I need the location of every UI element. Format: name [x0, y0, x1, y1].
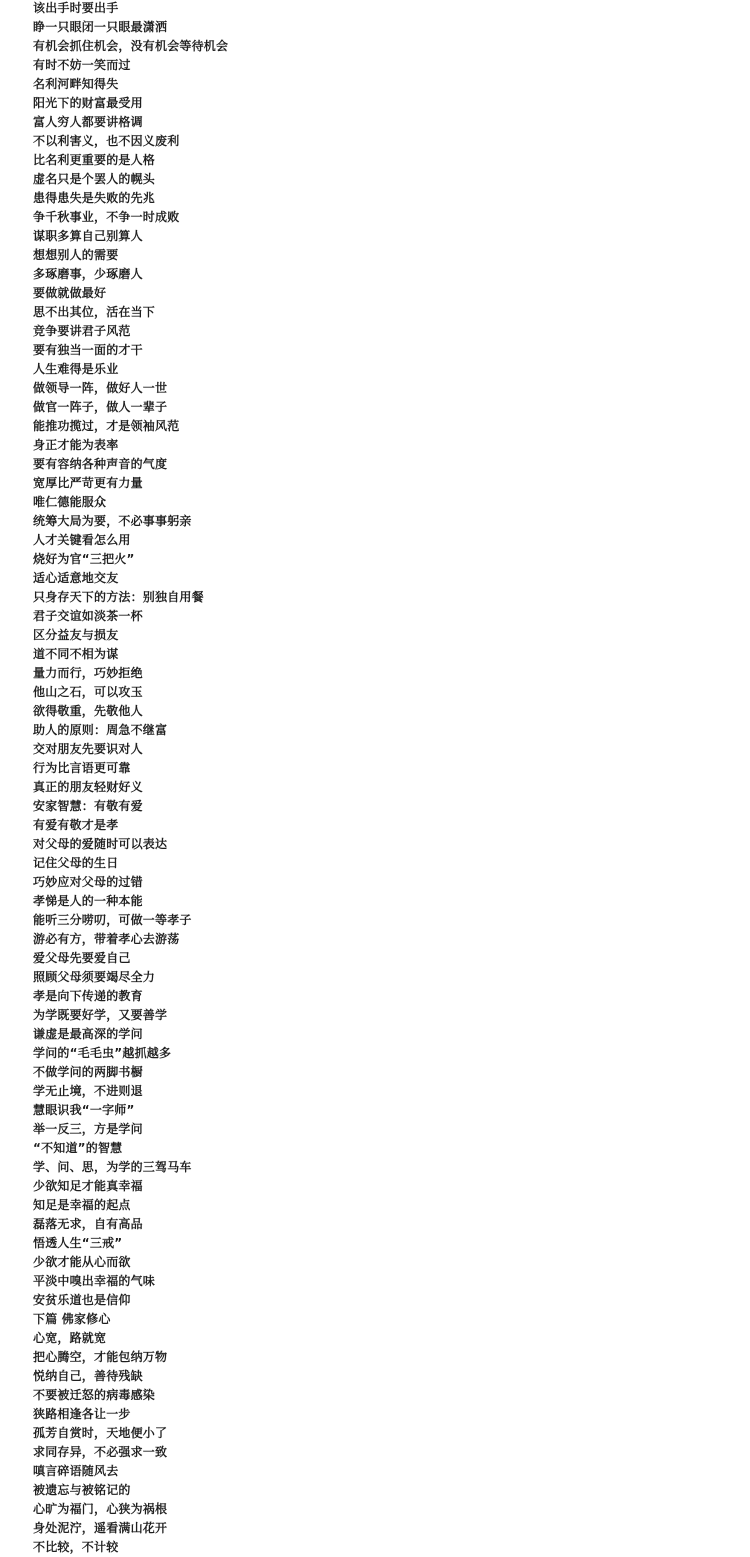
toc-entry: 心宽，路就宽: [33, 1331, 107, 1345]
toc-entry: 把心腾空，才能包纳万物: [33, 1350, 168, 1364]
toc-entry: 要有独当一面的才干: [33, 343, 143, 357]
toc-entry: 有机会抓住机会，没有机会等待机会: [33, 39, 229, 53]
toc-entry: 举一反三，方是学问: [33, 1122, 143, 1136]
toc-entry: 只身存天下的方法：别独自用餐: [33, 590, 204, 604]
toc-entry: 人生难得是乐业: [33, 362, 119, 376]
toc-entry: 有时不妨一笑而过: [33, 58, 131, 72]
toc-entry: 助人的原则：周急不继富: [33, 723, 168, 737]
toc-entry: 名利河畔知得失: [33, 77, 119, 91]
toc-entry: 被遗忘与被铭记的: [33, 1483, 131, 1497]
toc-entry: 思不出其位，活在当下: [33, 305, 156, 319]
toc-entry: 该出手时要出手: [33, 1, 119, 15]
toc-entry: 爱父母先要爱自己: [33, 951, 131, 965]
toc-entry: 孝悌是人的一种本能: [33, 894, 143, 908]
toc-entry: 有爱有敬才是孝: [33, 818, 119, 832]
toc-entry: 要有容纳各种声音的气度: [33, 457, 168, 471]
toc-entry: 心旷为福门，心狭为祸根: [33, 1502, 168, 1516]
toc-entry: 学无止境，不进则退: [33, 1084, 143, 1098]
toc-entry: 能推功揽过，才是领袖风范: [33, 419, 180, 433]
toc-entry: 君子交谊如淡茶一杯: [33, 609, 143, 623]
toc-entry: 孝是向下传递的教育: [33, 989, 143, 1003]
toc-entry: 交对朋友先要识对人: [33, 742, 143, 756]
toc-entry: 悟透人生“三戒”: [33, 1236, 123, 1250]
toc-entry: 身处泥泞，遥看满山花开: [33, 1521, 168, 1535]
toc-entry: 磊落无求，自有高品: [33, 1217, 143, 1231]
toc-entry: 学问的“毛毛虫”越抓越多: [33, 1046, 172, 1060]
toc-entry: 少欲才能从心而欲: [33, 1255, 131, 1269]
toc-entry: 下篇 佛家修心: [33, 1312, 111, 1326]
toc-entry: 宽厚比严苛更有力量: [33, 476, 143, 490]
toc-entry: 量力而行，巧妙拒绝: [33, 666, 143, 680]
toc-entry: 悦纳自己，善待残缺: [33, 1369, 143, 1383]
toc-entry: 不做学问的两脚书橱: [33, 1065, 143, 1079]
toc-entry: 慧眼识我“一字师”: [33, 1103, 135, 1117]
toc-entry: 巧妙应对父母的过错: [33, 875, 143, 889]
toc-entry: 记住父母的生日: [33, 856, 119, 870]
toc-entry: 做官一阵子，做人一辈子: [33, 400, 168, 414]
toc-entry: 睁一只眼闭一只眼最潇洒: [33, 20, 168, 34]
toc-entry: 统筹大局为要，不必事事躬亲: [33, 514, 192, 528]
toc-entry: 人才关键看怎么用: [33, 533, 131, 547]
toc-entry: 平淡中嗅出幸福的气味: [33, 1274, 156, 1288]
toc-entry: 安家智慧：有敬有爱: [33, 799, 143, 813]
toc-entry: 照顾父母须要竭尽全力: [33, 970, 156, 984]
toc-entry: 不以利害义，也不因义废利: [33, 134, 180, 148]
toc-entry: 做领导一阵，做好人一世: [33, 381, 168, 395]
toc-entry: 他山之石，可以攻玉: [33, 685, 143, 699]
toc-entry: 烧好为官“三把火”: [33, 552, 135, 566]
toc-entry: 嗔言碎语随风去: [33, 1464, 119, 1478]
toc-entry: 要做就做最好: [33, 286, 107, 300]
toc-entry: 对父母的爱随时可以表达: [33, 837, 168, 851]
toc-entry: 区分益友与损友: [33, 628, 119, 642]
toc-entry: 能听三分唠叨，可做一等孝子: [33, 913, 192, 927]
toc-entry: 真正的朋友轻财好义: [33, 780, 143, 794]
toc-entry: “不知道”的智慧: [33, 1141, 123, 1155]
toc-entry: 少欲知足才能真幸福: [33, 1179, 143, 1193]
toc-entry: 知足是幸福的起点: [33, 1198, 131, 1212]
table-of-contents: [33, 0, 228, 1557]
toc-entry: 不比较，不计较: [33, 1540, 119, 1554]
toc-entry: 不要被迁怒的病毒感染: [33, 1388, 156, 1402]
toc-entry: 唯仁德能服众: [33, 495, 107, 509]
toc-entry: 竞争要讲君子风范: [33, 324, 131, 338]
toc-entry: 比名利更重要的是人格: [33, 153, 156, 167]
toc-entry: 谋职多算自己别算人: [33, 229, 143, 243]
toc-entry: 想想别人的需要: [33, 248, 119, 262]
toc-entry: 争千秋事业，不争一时成败: [33, 210, 180, 224]
toc-entry: 多琢磨事，少琢磨人: [33, 267, 143, 281]
toc-entry: 游必有方，带着孝心去游荡: [33, 932, 180, 946]
toc-entry: 学、问、思，为学的三驾马车: [33, 1160, 192, 1174]
toc-entry: 孤芳自赏时，天地便小了: [33, 1426, 168, 1440]
toc-entry: 行为比言语更可靠: [33, 761, 131, 775]
toc-entry: 身正才能为表率: [33, 438, 119, 452]
toc-entry: 阳光下的财富最受用: [33, 96, 143, 110]
toc-entry: 患得患失是失败的先兆: [33, 191, 156, 205]
toc-entry: 道不同不相为谋: [33, 647, 119, 661]
toc-entry: 狭路相逢各让一步: [33, 1407, 131, 1421]
toc-entry: 为学既要好学，又要善学: [33, 1008, 168, 1022]
toc-entry: 欲得敬重，先敬他人: [33, 704, 143, 718]
toc-entry: 虚名只是个罢人的幌头: [33, 172, 156, 186]
toc-entry: 富人穷人都要讲格调: [33, 115, 143, 129]
toc-entry: 谦虚是最高深的学问: [33, 1027, 143, 1041]
toc-entry: 求同存异，不必强求一致: [33, 1445, 168, 1459]
toc-entry: 适心适意地交友: [33, 571, 119, 585]
toc-entry: 安贫乐道也是信仰: [33, 1293, 131, 1307]
